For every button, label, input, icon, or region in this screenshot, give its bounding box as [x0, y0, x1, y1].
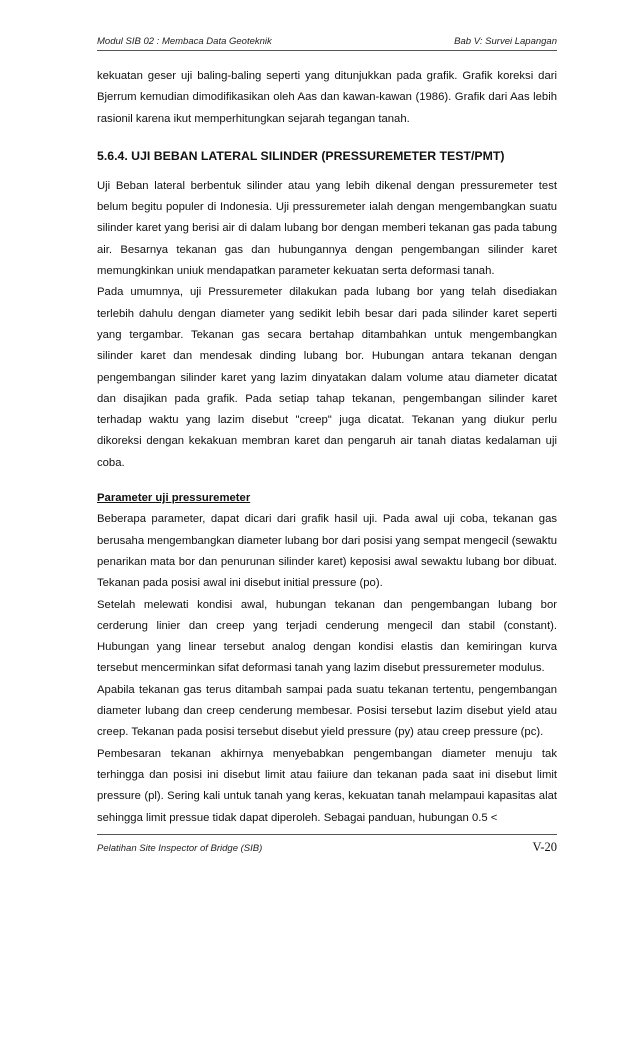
paragraph-3: Beberapa parameter, dapat dicari dari grafik hasil uji. Pada awal uji coba, tekanan gas berusaha mengembangkan diameter lubang bor dari posisi yang sempat mengecil (sewaktu penarikan mata bor dan penurunan silinder karet) keposisi awal sewaktu lubang bor dibuat. Tekanan pada posisi awal ini disebut initial pressure (po). — [97, 513, 557, 590]
footer-course-title: Pelatihan Site Inspector of Bridge (SIB) — [97, 843, 263, 854]
header-divider — [97, 50, 557, 51]
paragraph-5: Apabila tekanan gas terus ditambah sampai pada suatu tekanan tertentu, pengembangan diameter lubang dan creep cenderung membesar. Posisi tersebut lazim disebut yield atau creep. Tekanan pada posisi tersebut disebut yield pressure (py) atau creep pressure (pc). — [97, 683, 557, 739]
page-number: V-20 — [532, 840, 557, 854]
footer-divider — [97, 834, 557, 835]
paragraph-4: Setelah melewati kondisi awal, hubungan tekanan dan pengembangan lubang bor cerderung linier dan creep yang terjadi cenderung mengecil dan stabil (constant). Hubungan yang linear tersebut analog dengan kondisi elastis dan kemiringan kurva tersebut mencerminkan sifat deformasi tanah yang lazim disebut pressuremeter modulus. — [97, 598, 557, 675]
section-heading: 5.6.4. UJI BEBAN LATERAL SILINDER (PRESSUREMETER TEST/PMT) — [97, 148, 505, 163]
header-module-title: Modul SIB 02 : Membaca Data Geoteknik — [97, 36, 272, 47]
body-content — [97, 66, 557, 829]
subheading-parameter: Parameter uji pressuremeter — [97, 492, 251, 505]
page-header — [97, 36, 557, 50]
intro-paragraph: kekuatan geser uji baling-baling seperti yang ditunjukkan pada grafik. Grafik koreksi dari Bjerrum kemudian dimodifikasikan oleh Aas dan kawan-kawan (1986). Grafik dari Aas lebih rasionil karena ikut memperhitungkan sejarah tegangan tanah. — [97, 70, 557, 125]
header-chapter-title: Bab V: Survei Lapangan — [454, 36, 557, 47]
paragraph-6: Pembesaran tekanan akhirnya menyebabkan pengembangan diameter menuju tak terhingga dan posisi ini disebut limit atau faiiure dan tekanan pada saat ini disebut limit pressure (pl). Sering kali untuk tanah yang keras, kekuatan tanah melampaui kapasitas alat sehingga limit pressue tidak dapat diperoleh. Sebagai panduan, hubungan 0.5 < — [97, 747, 557, 824]
paragraph-2: Pada umumnya, uji Pressuremeter dilakukan pada lubang bor yang telah disediakan terlebih dahulu dengan diameter yang sedikit lebih besar dari pada silinder karet seperti yang tergambar. Tekanan gas secara bertahap ditambahkan untuk mengembangkan silinder karet dan mendesak dinding lubang bor. Hubungan antara tekanan dengan pengembangan silinder karet yang lazim dinyatakan dalam volume atau diameter dicatat dan disajikan pada grafik. Pada setiap tahap tekanan, pengembangan silinder karet terhadap waktu yang lazim disebut "creep" juga dicatat. Tekanan yang diukur perlu dikoreksi dengan kekakuan membran karet dan pengaruh air tanah diatas kedalaman uji coba. — [97, 286, 557, 469]
paragraph-1: Uji Beban lateral berbentuk silinder atau yang lebih dikenal dengan pressuremeter test belum begitu populer di Indonesia. Uji pressuremeter ialah dengan mengembangkan suatu silinder karet yang berisi air di dalam lubang bor dengan memberi tekanan gas pada tabung air. Besarnya tekanan gas dan hubungannya dengan pengembangan silinder karet memungkinkan uniuk mendapatkan parameter kekuatan serta deformasi tanah. — [97, 179, 557, 278]
